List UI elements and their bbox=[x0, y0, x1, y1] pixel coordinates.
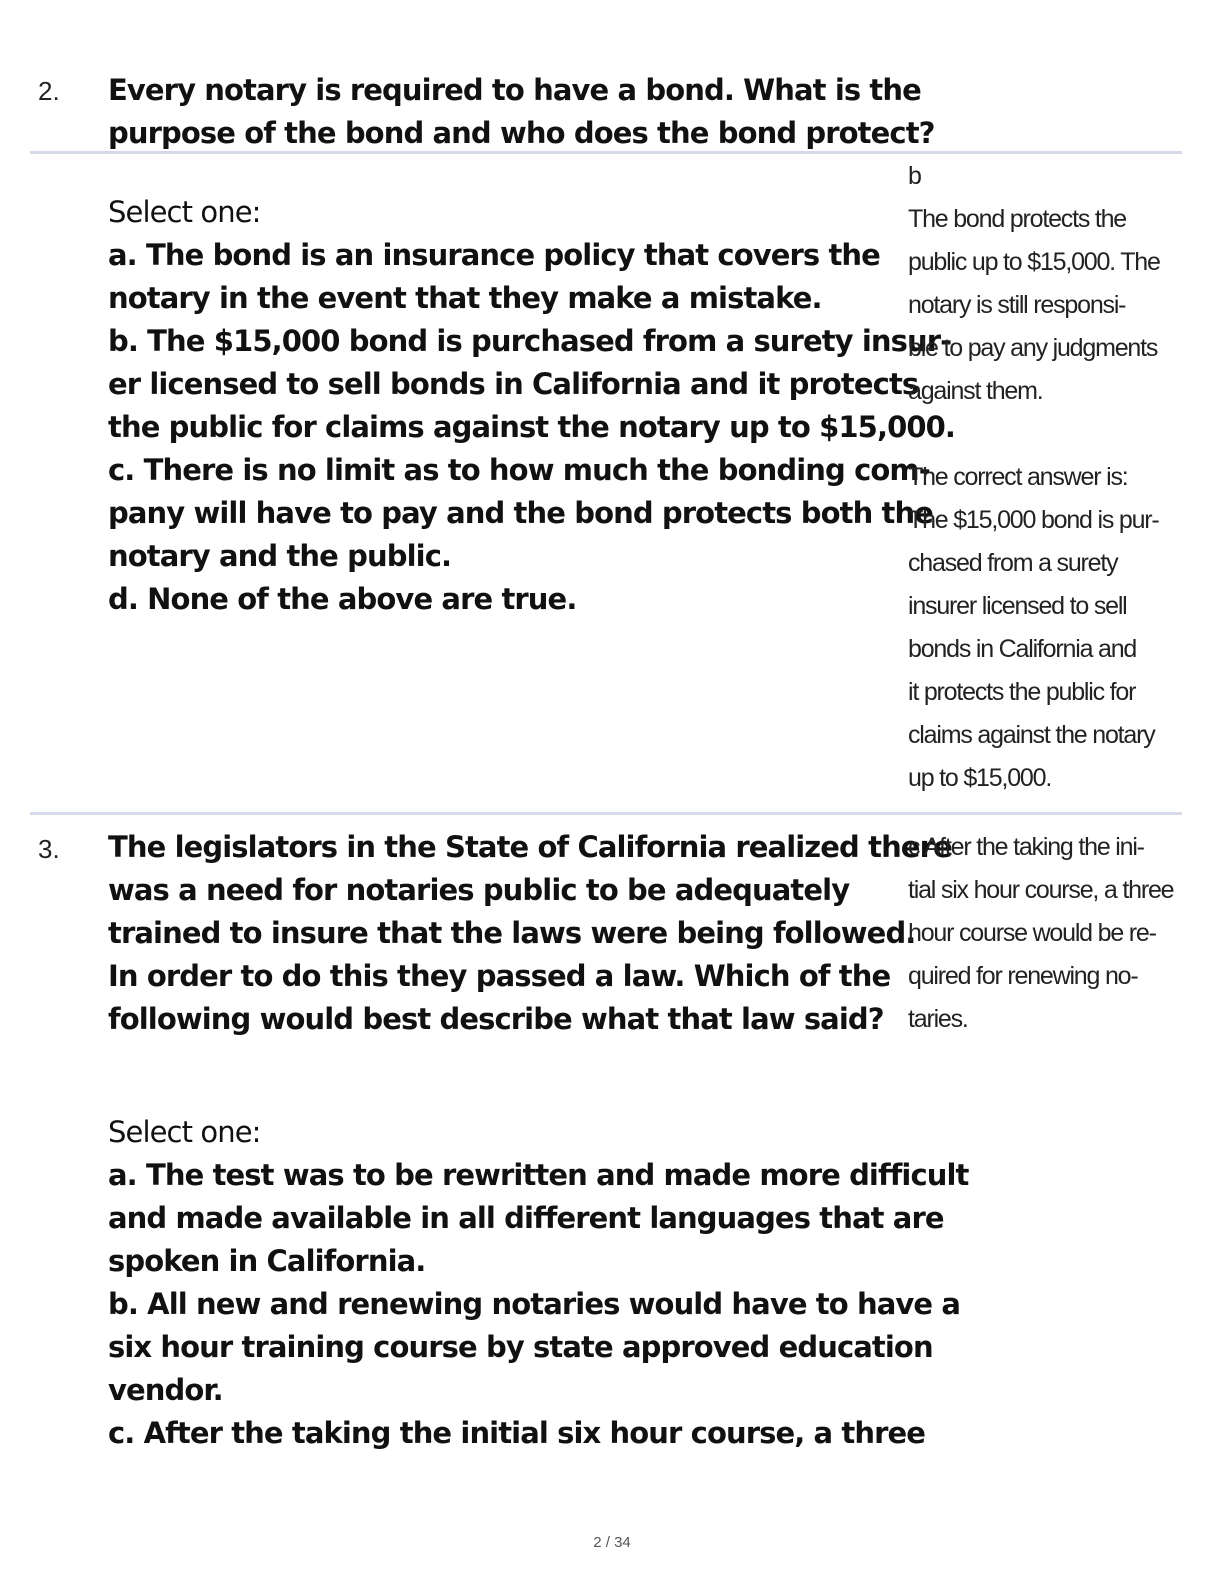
question-line: purpose of the bond and who does the bond protect? bbox=[108, 116, 935, 150]
correct-answer-line: The $15,000 bond is pur- bbox=[908, 506, 1159, 534]
correct-answer-line: insurer licensed to sell bbox=[908, 592, 1127, 620]
question-line: was a need for notaries public to be adequately bbox=[108, 873, 850, 907]
correct-answer-line: chased from a surety bbox=[908, 549, 1118, 577]
side-note-line: tial six hour course, a three bbox=[908, 876, 1174, 904]
divider bbox=[30, 812, 1182, 815]
side-note-line: against them. bbox=[908, 377, 1043, 405]
question-3-options bbox=[108, 1111, 969, 1455]
option-line[interactable]: c. After the taking the initial six hour course, a three bbox=[108, 1416, 926, 1450]
question-line: In order to do this they passed a law. Which of the bbox=[108, 959, 891, 993]
option-line[interactable]: pany will have to pay and the bond protects both the bbox=[108, 496, 933, 530]
side-answer-letter: b bbox=[908, 162, 921, 190]
side-note-line: quired for renewing no- bbox=[908, 962, 1138, 990]
side-note-line: taries. bbox=[908, 1005, 968, 1033]
divider bbox=[30, 151, 1182, 154]
correct-answer-line: up to $15,000. bbox=[908, 764, 1052, 792]
question-2-options bbox=[108, 191, 956, 621]
correct-answer-line: it protects the public for bbox=[908, 678, 1136, 706]
side-note-line: notary is still responsi- bbox=[908, 291, 1126, 319]
option-line[interactable]: a. The bond is an insurance policy that covers the bbox=[108, 238, 880, 272]
side-note-line: c After the taking the ini- bbox=[908, 833, 1144, 861]
question-2-side-answer bbox=[908, 155, 1178, 800]
option-line[interactable]: a. The test was to be rewritten and made more difficult bbox=[108, 1158, 969, 1192]
option-line[interactable]: and made available in all different languages that are bbox=[108, 1201, 944, 1235]
side-note-line: ble to pay any judgments bbox=[908, 334, 1158, 362]
question-3-number: 3. bbox=[38, 834, 60, 864]
correct-answer-label: The correct answer is: bbox=[908, 463, 1128, 491]
select-one-label: Select one: bbox=[108, 1115, 261, 1149]
option-line[interactable]: notary in the event that they make a mistake. bbox=[108, 281, 822, 315]
option-line[interactable]: the public for claims against the notary up to $15,000. bbox=[108, 410, 956, 444]
option-line[interactable]: vendor. bbox=[108, 1373, 223, 1407]
side-note-line: The bond protects the bbox=[908, 205, 1127, 233]
option-line[interactable]: er licensed to sell bonds in California and it protects bbox=[108, 367, 919, 401]
side-note-line: hour course would be re- bbox=[908, 919, 1156, 947]
option-line[interactable]: c. There is no limit as to how much the bonding com- bbox=[108, 453, 930, 487]
question-line: following would best describe what that law said? bbox=[108, 1002, 884, 1036]
question-line: trained to insure that the laws were being followed. bbox=[108, 916, 916, 950]
question-line: Every notary is required to have a bond. What is the bbox=[108, 73, 921, 107]
option-line[interactable]: b. The $15,000 bond is purchased from a surety insur- bbox=[108, 324, 952, 358]
question-3-text bbox=[108, 826, 952, 1041]
question-line: The legislators in the State of California realized there bbox=[108, 830, 952, 864]
side-note-line: public up to $15,000. The bbox=[908, 248, 1160, 276]
question-2-number: 2. bbox=[38, 76, 60, 106]
question-2-text bbox=[108, 69, 935, 155]
correct-answer-line: claims against the notary bbox=[908, 721, 1155, 749]
option-line[interactable]: d. None of the above are true. bbox=[108, 582, 577, 616]
option-line[interactable]: notary and the public. bbox=[108, 539, 452, 573]
question-3-side-answer bbox=[908, 826, 1178, 1041]
option-line[interactable]: b. All new and renewing notaries would have to have a bbox=[108, 1287, 961, 1321]
option-line[interactable]: spoken in California. bbox=[108, 1244, 426, 1278]
option-line[interactable]: six hour training course by state approved education bbox=[108, 1330, 933, 1364]
page-number: 2 / 34 bbox=[593, 1534, 631, 1551]
correct-answer-line: bonds in California and bbox=[908, 635, 1137, 663]
select-one-label: Select one: bbox=[108, 195, 261, 229]
